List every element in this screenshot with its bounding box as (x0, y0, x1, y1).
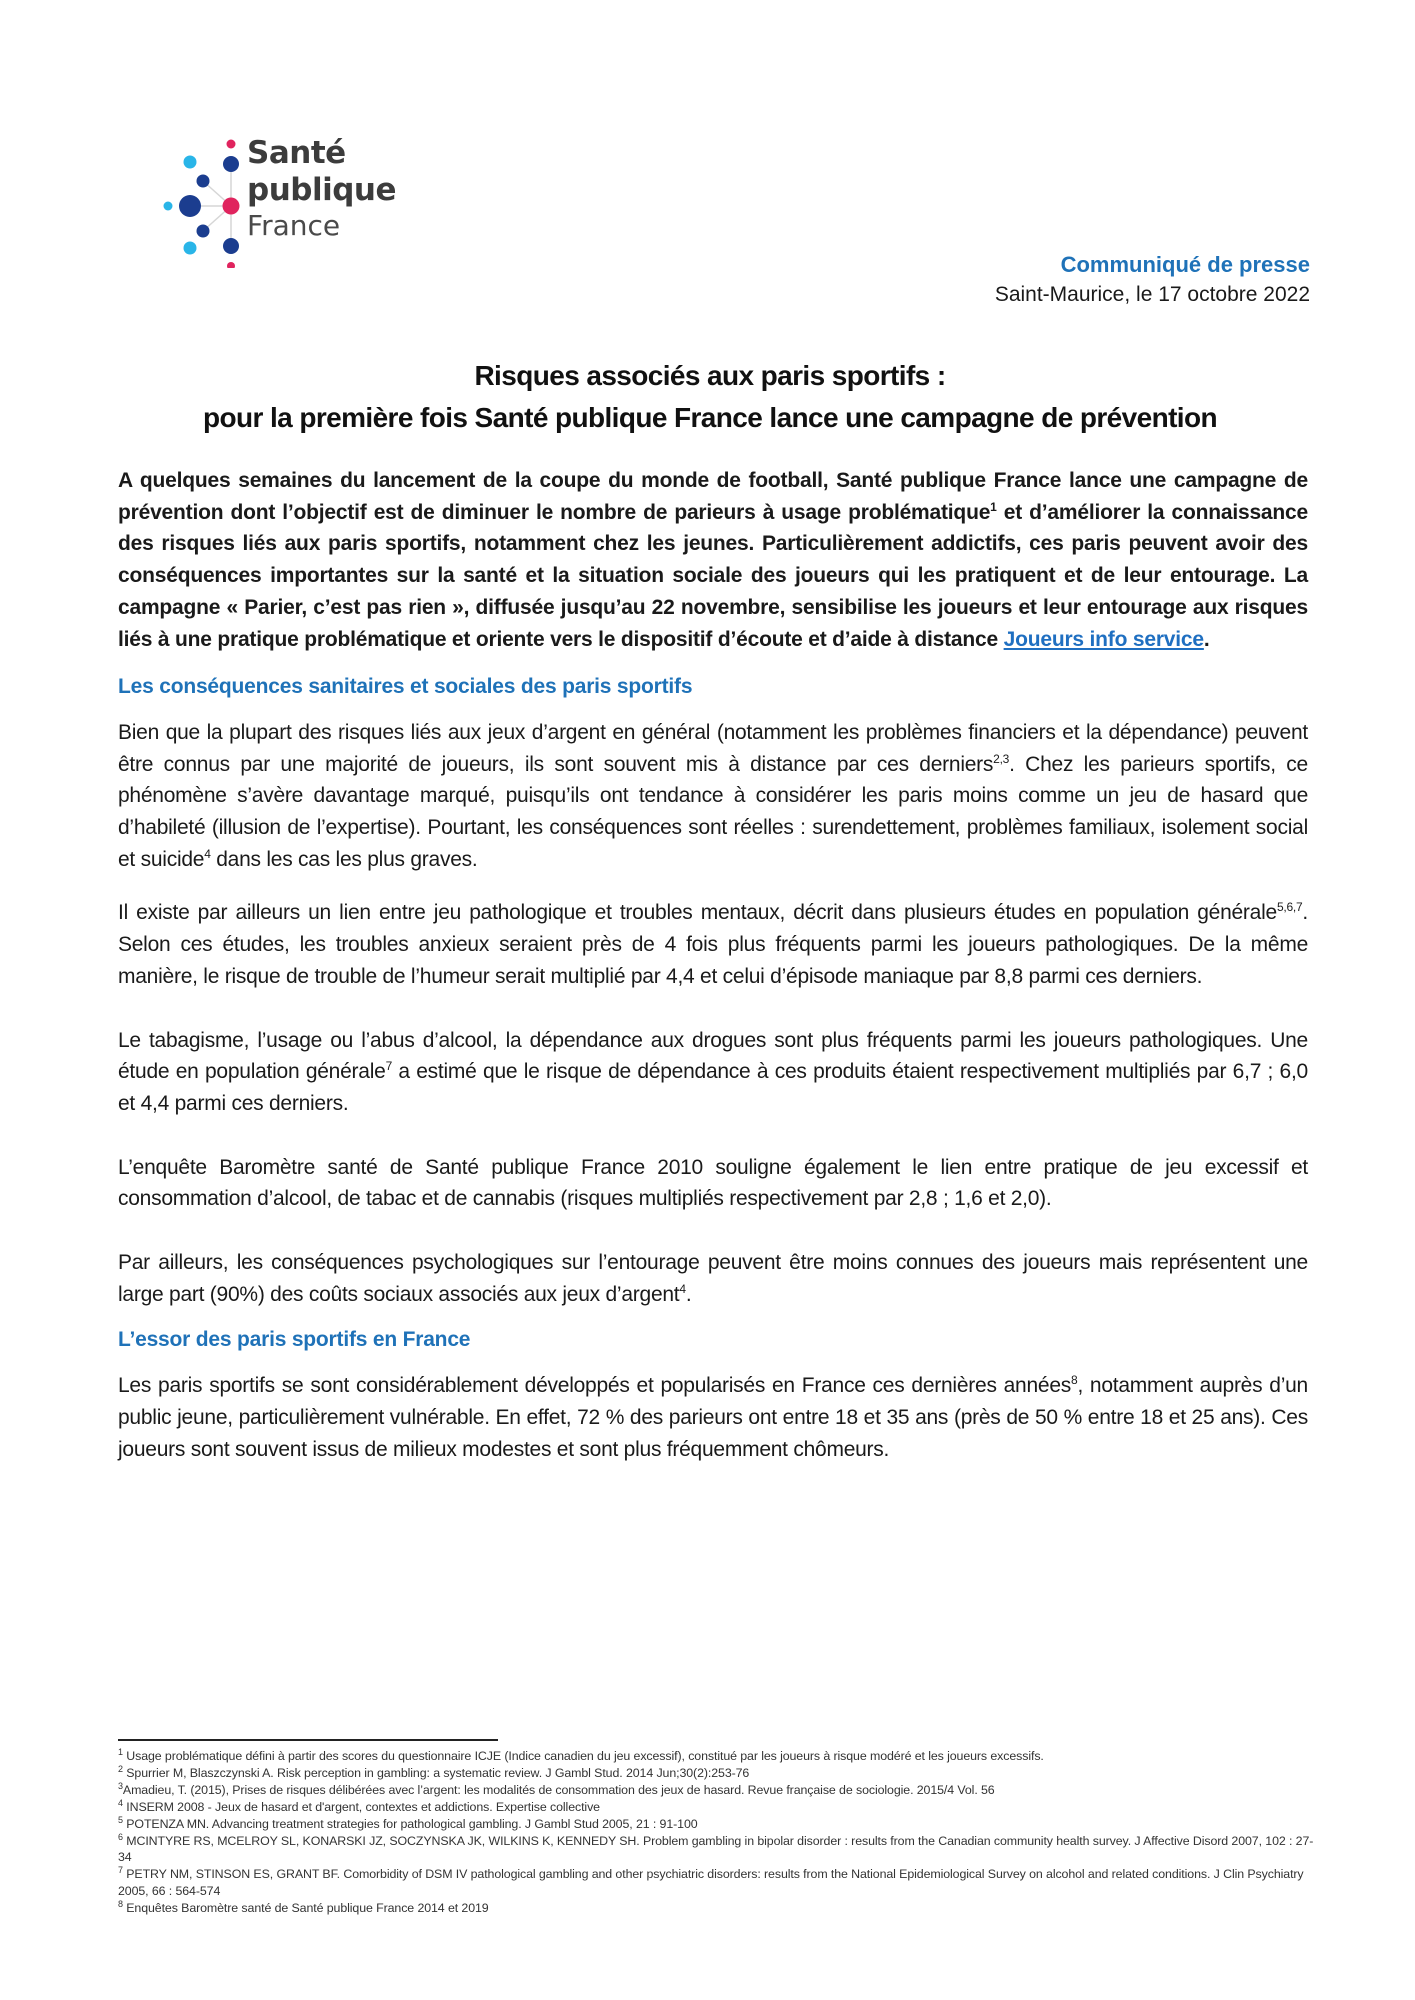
footnote-number: 2 (118, 1763, 123, 1774)
footnote-text: MCINTYRE RS, MCELROY SL, KONARSKI JZ, SOCZYNSKA JK, WILKINS K, KENNEDY SH. Problem gambling in bipolar disorder : results from the Canadian community health survey. J Affective Disord 2007, 102 : 27-34 (118, 1833, 1314, 1865)
footnote-ref[interactable]: 8 (1071, 1373, 1078, 1388)
footnote-ref[interactable]: 4 (204, 846, 211, 861)
logo-line-1: Santé (247, 135, 346, 171)
paragraph (118, 717, 1308, 876)
joueurs-info-service-link[interactable]: Joueurs info service (1003, 627, 1204, 651)
lead-end: . (1203, 627, 1210, 651)
footnote-8 (118, 1900, 1318, 1917)
footnote-7 (118, 1866, 1318, 1900)
title-line-1: Risques associés aux paris sportifs : (474, 360, 946, 391)
paragraph-text: Le tabagisme, l’usage ou l’abus d’alcool, la dépendance aux drogues sont plus fréquents parmi les joueurs pathologiques. Une étude en population générale (118, 1028, 1308, 1084)
footnote-number: 8 (118, 1899, 123, 1910)
footnote-ref[interactable]: 4 (679, 1281, 686, 1296)
footnote-ref[interactable]: 2,3 (993, 751, 1010, 766)
paragraph-text: Les paris sportifs se sont considérablement développés et popularisés en France ces dernières années (118, 1374, 1071, 1398)
paragraph-text: dans les cas les plus graves. (210, 847, 478, 871)
footnote-2 (118, 1765, 1318, 1782)
main-content (118, 465, 1308, 1487)
footnote-number: 7 (118, 1865, 123, 1876)
footnote-text: Spurrier M, Blaszczynski A. Risk perception in gambling: a systematic review. J Gambl Stud. 2014 Jun;30(2):253-76 (122, 1765, 750, 1780)
footnote-ref[interactable]: 5,6,7 (1276, 900, 1303, 915)
footnotes (118, 1748, 1318, 1917)
paragraph-text: a estimé que le risque de dépendance à ces produits étaient respectivement multipliés par 6,7 ; 6,0 et 4,4 parmi ces derniers. (118, 1060, 1308, 1115)
paragraph-text: Bien que la plupart des risques liés aux jeux d’argent en général (notamment les problèmes financiers et la dépendance) peuvent être connus par une majorité de joueurs, ils sont souvent mis à distance par ces derniers (118, 720, 1308, 776)
footnote-text: Enquêtes Baromètre santé de Santé publique France 2014 et 2019 (122, 1901, 489, 1916)
paragraph (118, 1247, 1308, 1310)
sante-publique-france-logo (150, 128, 400, 268)
page-title (110, 355, 1310, 439)
place-date: Saint-Maurice, le 17 octobre 2022 (994, 283, 1310, 306)
logo-line-2: publique (247, 172, 396, 208)
paragraph-text: Par ailleurs, les conséquences psychologiques sur l’entourage peuvent être moins connues des joueurs mais représentent une large part (90%) des coûts sociaux associés aux jeux d’argent (118, 1251, 1308, 1306)
title-line-2: pour la première fois Santé publique France lance une campagne de prévention (203, 402, 1217, 433)
paragraph-text: Il existe par ailleurs un lien entre jeu pathologique et troubles mentaux, décrit dans plusieurs études en population générale (118, 901, 1277, 925)
footnote-5 (118, 1816, 1318, 1833)
footnote-number: 3 (118, 1780, 123, 1791)
footnote-number: 5 (118, 1814, 123, 1825)
footnote-text: INSERM 2008 - Jeux de hasard et d'argent, contextes et addictions. Expertise collective (122, 1799, 600, 1814)
paragraph-text: L’enquête Baromètre santé de Santé publique France 2010 souligne également le lien entre pratique de jeu excessif et consommation d’alcool, de tabac et de cannabis (risques multipliés respectivement par 2,8 ; 1,6 et 2,0). (118, 1155, 1308, 1211)
press-release-label: Communiqué de presse (1060, 252, 1310, 277)
paragraph-text: , notamment auprès d’un public jeune, particulièrement vulnérable. En effet, 72 % des parieurs ont entre 18 et 35 ans (près de 50 % entre 18 et 25 ans). Ces joueurs sont souvent issus de milieux modestes et sont plus fréquemment chômeurs. (118, 1374, 1308, 1461)
lead-paragraph (118, 465, 1308, 655)
footnote-text: Usage problématique défini à partir des scores du questionnaire ICJE (Indice canadien du jeu excessif), constitué par les joueurs à risque modéré et les joueurs excessifs. (122, 1749, 1044, 1763)
footnote-3 (118, 1782, 1318, 1799)
paragraph (118, 1025, 1308, 1120)
paragraph-text: . Chez les parieurs sportifs, ce phénomène s’avère davantage marqué, puisqu’ils ont tendance à considérer les paris moins comme un jeu de hasard que d’habileté (illusion de l’expertise). Pourtant, les conséquences sont réelles : surendettement, problèmes familiaux, isolement social et suicide (118, 752, 1308, 871)
paragraph-text: . Selon ces études, les troubles anxieux seraient près de 4 fois plus fréquents parmi les joueurs pathologiques. De la même manière, le risque de trouble de l’humeur serait multiplié par 4,4 et celui d’épisode maniaque par 8,8 parmi ces derniers. (118, 901, 1308, 988)
paragraph (118, 1370, 1308, 1465)
footnote-1 (118, 1748, 1318, 1765)
footnote-6 (118, 1833, 1318, 1867)
logo-line-3: France (247, 209, 341, 242)
footnote-ref[interactable]: 1 (990, 499, 997, 514)
footnote-4 (118, 1799, 1318, 1816)
paragraph (118, 1152, 1308, 1215)
logo-dots-icon (150, 128, 250, 268)
footnote-separator (118, 1739, 498, 1741)
footnote-number: 1 (118, 1746, 123, 1757)
footnote-number: 4 (118, 1797, 123, 1808)
logo-wordmark (247, 135, 396, 242)
section-heading-essor: L’essor des paris sportifs en France (118, 1328, 471, 1352)
lead-text-2: et d’améliorer la connaissance des risques liés aux paris sportifs, notamment chez les jeunes. Particulièrement addictifs, ces paris peuvent avoir des conséquences importantes sur la santé et la situation sociale des joueurs qui les pratiquent et de leur entourage. La campagne « Parier, c’est pas rien », diffusée jusqu’au 22 novembre, sensibilise les joueurs et leur entourage aux risques liés à une pratique problématique et oriente vers le dispositif d’écoute et d’aide à distance (118, 500, 1308, 651)
footnote-text: PETRY NM, STINSON ES, GRANT BF. Comorbidity of DSM IV pathological gambling and other psychiatric disorders: results from the National Epidemiological Survey on alcohol and related conditions. J Clin Psychiatry 2005, 66 : 564-574 (118, 1867, 1304, 1899)
section-heading-consequences: Les conséquences sanitaires et sociales des paris sportifs (118, 675, 693, 699)
footnote-text: POTENZA MN. Advancing treatment strategies for pathological gambling. J Gambl Stud 2005, 21 : 91-100 (122, 1816, 698, 1831)
footnote-ref[interactable]: 7 (385, 1059, 392, 1074)
footnote-number: 6 (118, 1831, 123, 1842)
lead-text-1: A quelques semaines du lancement de la coupe du monde de football, Santé publique France lance une campagne de prévention dont l’objectif est de diminuer le nombre de parieurs à usage problématique (118, 469, 1308, 524)
paragraph (118, 897, 1308, 992)
paragraph-text: . (685, 1282, 692, 1306)
footnote-text: Amadieu, T. (2015), Prises de risques délibérées avec l’argent: les modalités de consommation des jeux de hasard. Revue française de sociologie. 2015/4 Vol. 56 (122, 1782, 995, 1797)
